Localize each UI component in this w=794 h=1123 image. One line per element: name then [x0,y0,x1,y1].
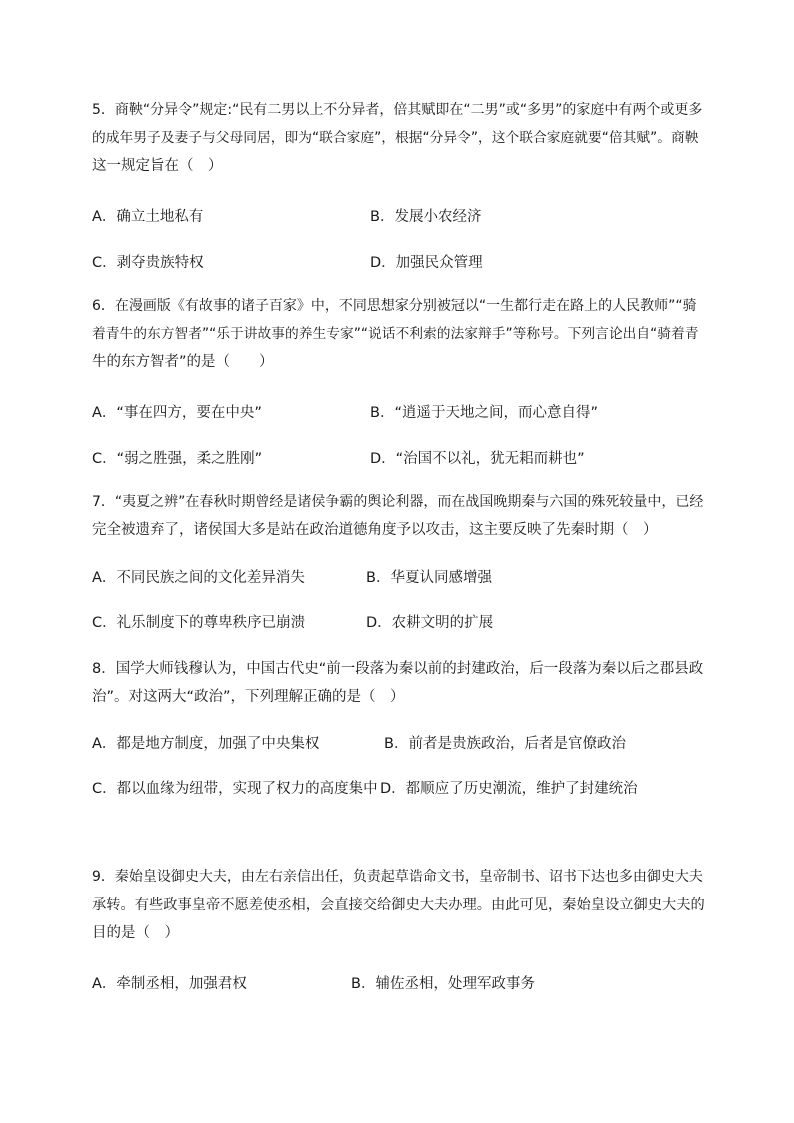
option-d[interactable]: D．都顺应了历史潮流，维护了封建统治 [380,781,638,797]
option-d[interactable]: D．加强民众管理 [370,255,483,271]
question-9-stem [92,863,706,947]
question-8-stem [92,655,706,711]
option-b[interactable]: B．前者是贵族政治，后者是官僚政治 [384,736,626,752]
option-c[interactable]: C．都以血缘为纽带，实现了权力的高度集中 [92,781,378,797]
option-b[interactable]: B．华夏认同感增强 [366,570,492,586]
option-b[interactable]: B．发展小农经济 [370,209,482,225]
stem-line: 的成年男子及妻子与父母同居，即为“联合家庭”，根据“分异令”，这个联合家庭就要“倍其赋”。商鞅 [92,130,699,146]
stem-line: 着青牛的东方智者”“乐于讲故事的养生专家”“说话不利索的法家辩手”等称号。下列言论出自“骑着青 [92,326,699,342]
option-a[interactable]: A．牵制丞相，加强君权 [92,976,247,992]
stem-line: 目的是（ ） [92,925,179,941]
option-b[interactable]: B．辅佐丞相，处理军政事务 [351,976,535,992]
stem-line: 这一规定旨在（ ） [92,158,223,174]
option-a[interactable]: A．都是地方制度，加强了中央集权 [92,736,320,752]
stem-line: 5．商鞅“分异令”规定:“民有二男以上不分异者，倍其赋即在“二男”或“多男”的家庭中有两个或更多 [92,102,703,118]
stem-line: 牛的东方智者”的是（ ） [92,354,274,370]
stem-line: 8．国学大师钱穆认为，中国古代史“前一段落为秦以前的封建政治，后一段落为秦以后之郡县政 [92,661,704,677]
question-7-stem [92,488,706,544]
option-c[interactable]: C．“弱之胜强，柔之胜刚” [92,451,263,467]
option-a[interactable]: A．不同民族之间的文化差异消失 [92,570,305,586]
stem-line: 治”。对这两大“政治”，下列理解正确的是（ ） [92,689,405,705]
option-b[interactable]: B．“逍遥于天地之间，而心意自得” [370,405,598,421]
option-d[interactable]: D．农耕文明的扩展 [366,615,494,631]
stem-line: 6．在漫画版《有故事的诸子百家》中，不同思想家分别被冠以“一生都行走在路上的人民教师”“骑 [92,298,697,314]
stem-line: 承转。有些政事皇帝不愿差使丞相，会直接交给御史大夫办理。由此可见，秦始皇设立御史大夫的 [92,897,705,913]
stem-line: 9．秦始皇设御史大夫，由左右亲信出任，负责起草诰命文书，皇帝制书、诏书下达也多由御史大夫 [92,869,703,885]
stem-line: 完全被遗弃了，诸侯国大多是站在政治道德角度予以攻击，这主要反映了先秦时期（ ） [92,522,658,538]
option-a[interactable]: A．确立土地私有 [92,209,204,225]
question-6-stem [92,292,706,376]
option-d[interactable]: D．“治国不以礼，犹无耜而耕也” [370,451,585,467]
option-a[interactable]: A．“事在四方，要在中央” [92,405,262,421]
question-5-stem [92,96,706,180]
stem-line: 7．“夷夏之辨”在春秋时期曾经是诸侯争霸的舆论利器，而在战国晚期秦与六国的殊死较量中，已经 [92,494,704,510]
option-c[interactable]: C．剥夺贵族特权 [92,255,204,271]
option-c[interactable]: C．礼乐制度下的尊卑秩序已崩溃 [92,615,306,631]
